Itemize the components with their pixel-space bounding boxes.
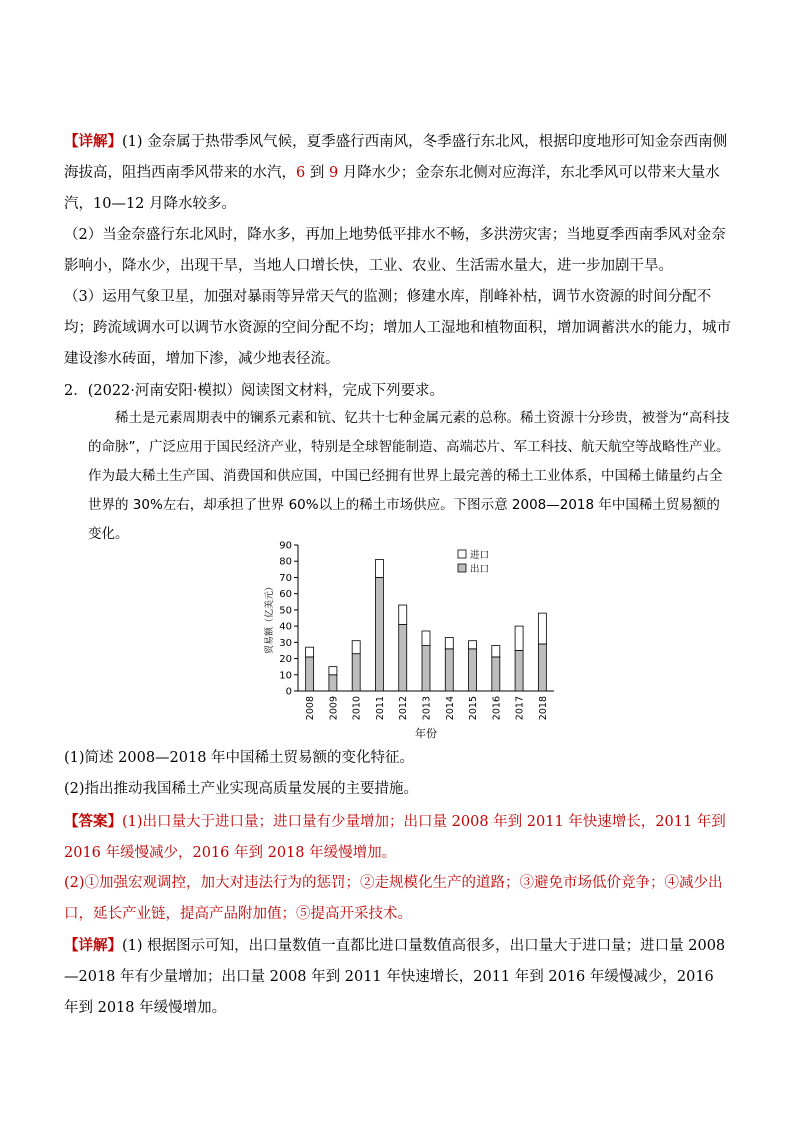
legend-label-export: 出口 bbox=[470, 564, 490, 575]
y-axis-label: 贸易额（亿美元） bbox=[265, 581, 275, 655]
x-tick-label: 2008 bbox=[305, 696, 317, 721]
bar-import-2016 bbox=[492, 646, 500, 657]
y-tick-label: 60 bbox=[279, 589, 292, 601]
bar-export-2012 bbox=[399, 624, 407, 691]
explain-2-para: 【详解】(1) 根据图示可知，出口量数值一直都比进口量数值高很多，出口量大于进口量；进口量 2008—2018 年有少量增加；出口量 2008 年到 2011 年快速增长，2011 年到 2016 年缓慢减少，2016 年到 2018 年缓慢增加。 bbox=[64, 937, 726, 1016]
bar-import-2017 bbox=[515, 626, 523, 650]
x-tick-label: 2017 bbox=[514, 696, 526, 721]
explain-1-para-3: （3）运用气象卫星，加强对暴雨等异常天气的监测；修建水库，削峰补枯，调节水资源的时间分配不均；跨流域调水可以调节水资源的空间分配不均；增加人工湿地和植物面积，增加调蓄洪水的能力，城市建设渗水砖面，增加下渗，减少地表径流。 bbox=[64, 289, 731, 367]
legend-label-import: 进口 bbox=[470, 550, 490, 561]
bar-export-2018 bbox=[538, 644, 546, 691]
x-tick-label: 2012 bbox=[398, 696, 410, 721]
answer-tag: 【答案】 bbox=[64, 813, 122, 830]
y-tick-label: 10 bbox=[279, 670, 292, 682]
answer-para-2: (2)①加强宏观调控，加大对违法行为的惩罚；②走规模化生产的道路；③避免市场低价竞争；④减少出口，延长产业链，提高产品附加值；⑤提高开采技术。 bbox=[64, 875, 723, 922]
bar-export-2014 bbox=[445, 649, 453, 691]
x-axis-label: 年份 bbox=[415, 727, 437, 740]
question-2-material: 稀土是元素周期表中的镧系元素和钪、钇共十七种金属元素的总称。稀土资源十分珍贵，被誉为“高科技的命脉”，广泛应用于国民经济产业，特别是全球智能制造、高端芯片、军工科技、航天航空等战略性产业。作为最大稀土生产国、消费国和供应国，中国已经拥有世界上最完善的稀土工业体系，中国稀土储量约占全世界的 30%左右，却承担了世界 60%以上的稀土市场供应。下图示意 2008—2018 年中国稀土贸易额的变化。 bbox=[88, 410, 730, 542]
x-tick-label: 2018 bbox=[537, 696, 549, 721]
x-tick-label: 2010 bbox=[351, 696, 363, 721]
bar-import-2018 bbox=[538, 613, 546, 644]
bar-export-2008 bbox=[306, 657, 314, 691]
x-tick-label: 2016 bbox=[491, 696, 503, 721]
bar-export-2009 bbox=[329, 675, 337, 691]
x-tick-label: 2015 bbox=[468, 696, 480, 721]
x-tick-label: 2014 bbox=[444, 696, 456, 721]
question-2-heading: 2．(2022·河南安阳·模拟）阅读图文材料，完成下列要求。 bbox=[64, 383, 444, 399]
y-tick-label: 20 bbox=[279, 654, 292, 666]
bar-export-2011 bbox=[375, 577, 383, 691]
bar-import-2012 bbox=[399, 605, 407, 624]
explain-tag-2: 【详解】 bbox=[64, 937, 122, 954]
y-tick-label: 30 bbox=[279, 637, 292, 649]
bar-export-2010 bbox=[352, 654, 360, 691]
bar-export-2013 bbox=[422, 646, 430, 691]
y-tick-label: 90 bbox=[279, 540, 292, 552]
y-tick-label: 0 bbox=[285, 686, 292, 698]
explain-1-para-1: 【详解】(1) 金奈属于热带季风气候，夏季盛行西南风，冬季盛行东北风，根据印度地形可知金奈西南侧海拔高，阻挡西南季风带来的水汽，6 到 9 月降水少；金奈东北侧对应海洋，东北季风可以带来大量水汽，10—12 月降水较多。 bbox=[64, 133, 728, 212]
y-tick-label: 40 bbox=[279, 621, 292, 633]
bar-export-2017 bbox=[515, 650, 523, 691]
bar-export-2016 bbox=[492, 657, 500, 691]
bar-import-2011 bbox=[375, 560, 383, 578]
x-tick-label: 2013 bbox=[421, 696, 433, 721]
bar-import-2014 bbox=[445, 637, 453, 648]
y-tick-label: 50 bbox=[279, 605, 292, 617]
trade-bar-chart bbox=[250, 535, 570, 745]
x-tick-label: 2009 bbox=[328, 696, 340, 721]
bar-import-2008 bbox=[306, 647, 314, 657]
bar-import-2010 bbox=[352, 641, 360, 654]
y-tick-label: 80 bbox=[279, 556, 292, 568]
sub-question-2: (2)指出推动我国稀土产业实现高质量发展的主要措施。 bbox=[64, 781, 419, 797]
sub-question-1: (1)简述 2008—2018 年中国稀土贸易额的变化特征。 bbox=[64, 750, 415, 766]
bar-import-2013 bbox=[422, 631, 430, 646]
y-tick-label: 70 bbox=[279, 572, 292, 584]
legend-swatch-import bbox=[458, 550, 466, 558]
bar-import-2015 bbox=[469, 641, 477, 649]
answer-para-1: 【答案】(1)出口量大于进口量；进口量有少量增加；出口量 2008 年到 2011 年快速增长，2011 年到 2016 年缓慢减少，2016 年到 2018 年缓慢增加。 bbox=[64, 813, 726, 861]
bar-import-2009 bbox=[329, 667, 337, 675]
legend-swatch-export bbox=[458, 564, 466, 572]
explain-tag: 【详解】 bbox=[64, 133, 122, 150]
x-tick-label: 2011 bbox=[374, 696, 386, 721]
bar-export-2015 bbox=[469, 649, 477, 691]
explain-1-para-2: （2）当金奈盛行东北风时，降水多，再加上地势低平排水不畅，多洪涝灾害；当地夏季西南季风对金奈影响小，降水少，出现干旱，当地人口增长快，工业、农业、生活需水量大，进一步加剧干旱。 bbox=[64, 227, 726, 274]
